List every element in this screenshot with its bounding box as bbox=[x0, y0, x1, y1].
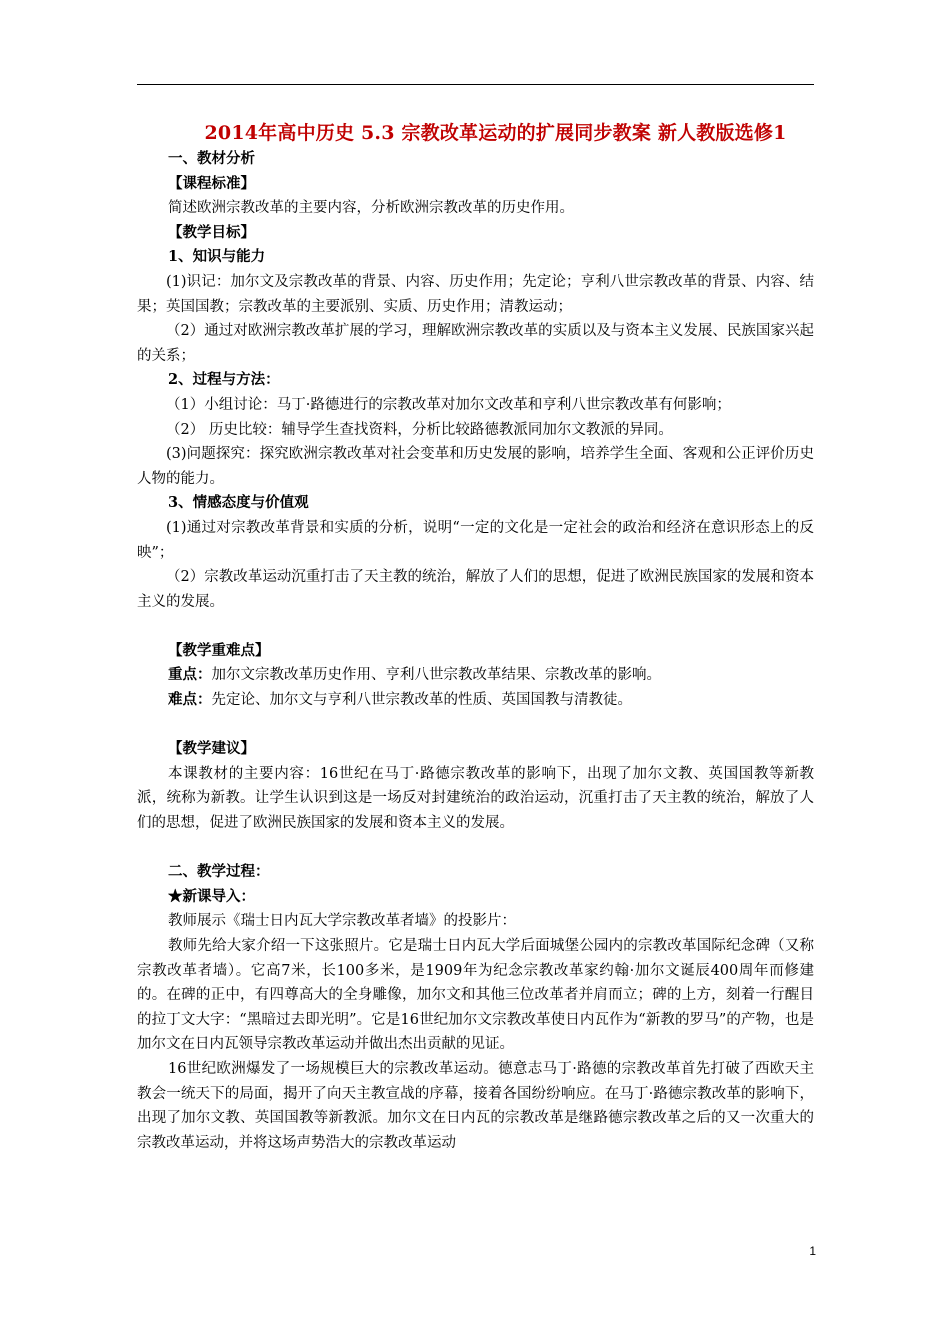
curriculum-text: 简述欧洲宗教改革的主要内容，分析欧洲宗教改革的历史作用。 bbox=[168, 200, 574, 217]
header-rule bbox=[137, 84, 814, 85]
spacer bbox=[137, 713, 814, 738]
page-number: 1 bbox=[809, 1244, 816, 1258]
emotion-heading: 3、情感态度与价值观 bbox=[168, 494, 309, 512]
process-item-3: (3)问题探究：探究欧洲宗教改革对社会变革和历史发展的影响，培养学生全面、客观和公正评价历史人物的能力。 bbox=[137, 446, 814, 487]
key-point bbox=[137, 663, 814, 688]
process-item-2: （2） 历史比较：辅导学生查找资料，分析比较路德教派同加尔文教派的异同。 bbox=[166, 421, 673, 438]
spacer bbox=[137, 836, 814, 861]
emotion-item-2: （2）宗教改革运动沉重打击了天主教的统治，解放了人们的思想，促进了欧洲民族国家的发展和资本主义的发展。 bbox=[137, 569, 814, 610]
document-title: 2014年高中历史 5.3 宗教改革运动的扩展同步教案 新人教版选修1 bbox=[204, 122, 787, 144]
goals-heading: 【教学目标】 bbox=[168, 223, 255, 241]
keypoints-heading: 【教学重难点】 bbox=[168, 641, 270, 659]
curriculum-heading: 【课程标准】 bbox=[168, 174, 255, 192]
key-label: 重点： bbox=[168, 666, 212, 684]
suggestion-heading: 【教学建议】 bbox=[168, 740, 255, 758]
intro-paragraph-3: 16世纪欧洲爆发了一场规模巨大的宗教改革运动。德意志马丁·路德的宗教改革首先打破了西欧天主教会一统天下的局面，揭开了向天主教宣战的序幕，接着各国纷纷响应。在马丁·路德宗教改革的影响下，出现了加尔文教、英国国教等新教派。加尔文在日内瓦的宗教改革是继路德宗教改革之后的又一次重大的宗教改革运动，并将这场声势浩大的宗教改革运动 bbox=[137, 1060, 814, 1151]
process-heading: 2、过程与方法： bbox=[168, 371, 280, 389]
intro-paragraph-1: 教师展示《瑞士日内瓦大学宗教改革者墙》的投影片： bbox=[168, 913, 516, 930]
spacer bbox=[137, 614, 814, 639]
key-text: 加尔文宗教改革历史作用、亨利八世宗教改革结果、宗教改革的影响。 bbox=[211, 667, 661, 684]
section-heading-analysis: 一、教材分析 bbox=[168, 150, 255, 167]
suggestion-text: 本课教材的主要内容：16世纪在马丁·路德宗教改革的影响下，出现了加尔文教、英国国教等新教派，统称为新教。让学生认识到这是一场反对封建统治的政治运动，沉重打击了天主教的统治，解放了人们的思想，促进了欧洲民族国家的发展和资本主义的发展。 bbox=[137, 765, 814, 832]
intro-heading: ★新课导入： bbox=[168, 887, 255, 905]
difficult-point bbox=[137, 688, 814, 713]
knowledge-item-2: （2）通过对欧洲宗教改革扩展的学习，理解欧洲宗教改革的实质以及与资本主义发展、民族国家兴起的关系； bbox=[137, 323, 814, 364]
knowledge-heading: 1、知识与能力 bbox=[168, 248, 266, 266]
intro-paragraph-2: 教师先给大家介绍一下这张照片。它是瑞士日内瓦大学后面城堡公园内的宗教改革国际纪念碑（又称宗教改革者墙）。它高7米，长100多米，是1909年为纪念宗教改革家约翰·加尔文诞辰400周年而修建的。在碑的正中，有四尊高大的全身雕像，加尔文和其他三位改革者并肩而立；碑的上方，刻着一行醒目的拉丁文大字：“黑暗过去即光明”。它是16世纪加尔文宗教改革使日内瓦作为“新教的罗马”的产物，也是加尔文在日内瓦领导宗教改革运动并做出杰出贡献的见证。 bbox=[137, 938, 814, 1053]
emotion-item-1: (1)通过对宗教改革背景和实质的分析，说明“一定的文化是一定社会的政治和经济在意识形态上的反映”； bbox=[137, 519, 814, 561]
document-body bbox=[137, 120, 814, 1155]
section-heading-process: 二、教学过程： bbox=[168, 863, 270, 881]
difficult-label: 难点： bbox=[168, 691, 212, 709]
difficult-text: 先定论、加尔文与亨利八世宗教改革的性质、英国国教与清教徒。 bbox=[211, 692, 632, 709]
knowledge-item-1: (1)识记：加尔文及宗教改革的背景、内容、历史作用；先定论；亨利八世宗教改革的背景、内容、结果；英国国教；宗教改革的主要派别、实质、历史作用；清教运动； bbox=[137, 273, 814, 315]
process-item-1: （1）小组讨论：马丁·路德进行的宗教改革对加尔文改革和亨利八世宗教改革有何影响； bbox=[166, 396, 731, 413]
